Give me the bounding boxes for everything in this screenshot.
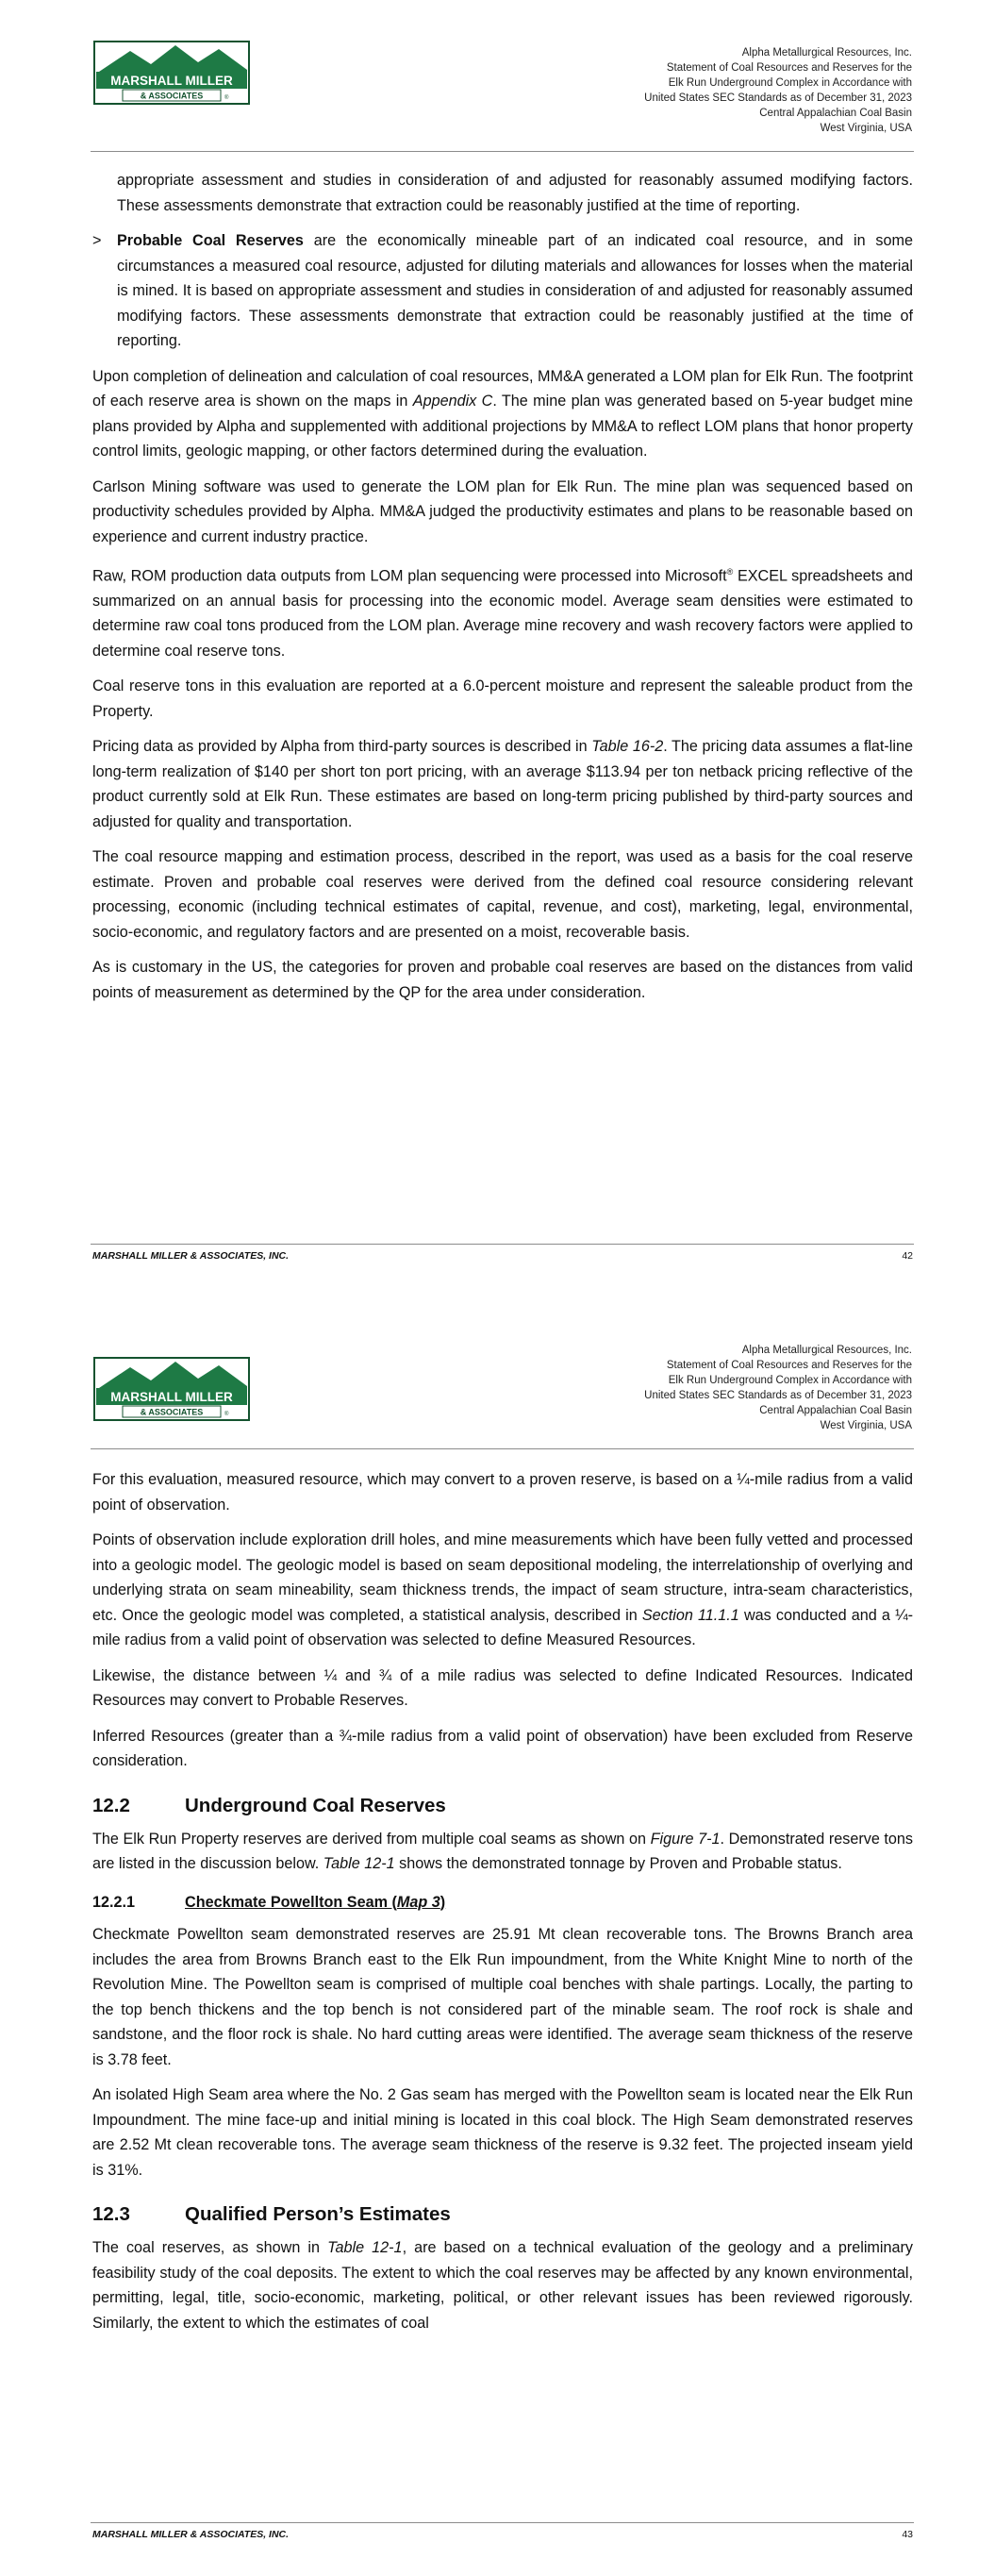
section-number: 12.2.1 bbox=[92, 1893, 136, 1911]
header-line: Elk Run Underground Complex in Accordance with bbox=[668, 77, 912, 89]
text: . Demonstrated reserve tons are listed in the discussion below. bbox=[92, 1830, 914, 1872]
svg-text:& ASSOCIATES: & ASSOCIATES bbox=[140, 1407, 204, 1417]
registered-mark: ® bbox=[726, 567, 734, 577]
text: ) bbox=[439, 1893, 446, 1911]
document-footer bbox=[92, 2529, 913, 2540]
ref-figure-7-1: Figure 7-1 bbox=[650, 1830, 721, 1848]
text: Pricing data as provided by Alpha from third-party sources is described in bbox=[92, 738, 592, 756]
header-line: United States SEC Standards as of December 31, 2023 bbox=[644, 1390, 912, 1401]
document-header bbox=[516, 45, 912, 136]
paragraph-points-of-observation bbox=[92, 1528, 913, 1653]
paragraph-customary: As is customary in the US, the categories for proven and probable coal reserves are based on the distances from valid points of measurement as determined by the QP for the area under consideration. bbox=[92, 959, 913, 1001]
paragraph-rom-data bbox=[92, 560, 913, 663]
heading-12-2-1 bbox=[92, 1890, 913, 1915]
text: Checkmate Powellton Seam ( bbox=[185, 1893, 397, 1911]
paragraph-proven-cont: appropriate assessment and studies in consideration of and adjusted for reasonably assumed modifying factors. These assessments demonstrate that extraction could be reasonably justified at the time of reporting. bbox=[117, 172, 913, 214]
header-rule bbox=[91, 1448, 914, 1449]
document-page-43 bbox=[0, 1326, 995, 2576]
header-line: Elk Run Underground Complex in Accordance with bbox=[668, 1375, 912, 1386]
header-line: Central Appalachian Coal Basin bbox=[759, 1405, 912, 1416]
ref-table-12-1: Table 12-1 bbox=[323, 1855, 395, 1872]
section-number: 12.3 bbox=[92, 2203, 130, 2225]
svg-text:& ASSOCIATES: & ASSOCIATES bbox=[140, 91, 204, 101]
section-title: Underground Coal Reserves bbox=[185, 1794, 446, 1816]
footer-rule bbox=[91, 1244, 914, 1245]
heading-12-2 bbox=[92, 1793, 913, 1819]
ref-section-11-1-1: Section 11.1.1 bbox=[641, 1606, 739, 1624]
text: . The pricing data assumes a flat-line long-term realization of $140 per short ton port pricing, with an average $113.94 per ton netback pricing reflective of the product currently sold at Elk Run. These estimates are based on long-term pricing published by third-party sources and adjusted for quality and transportation. bbox=[92, 738, 914, 830]
paragraph-lom-plan bbox=[92, 364, 913, 464]
header-line: Alpha Metallurgical Resources, Inc. bbox=[741, 1345, 912, 1356]
bullet-marker: > bbox=[92, 232, 102, 249]
text: shows the demonstrated tonnage by Proven and Probable status. bbox=[394, 1855, 842, 1872]
text: , are based on a technical evaluation of the geology and a preliminary feasibility study of the coal deposits. The extent to which the coal reserves may be affected by any known environmental, permitting, legal, title, socio-economic, marketing, political, or other relevant issues has been reviewed rigorously. Similarly, the extent to which the estimates of coal bbox=[92, 2239, 913, 2332]
page-42-body bbox=[92, 168, 913, 1015]
paragraph-qp-estimates bbox=[92, 2235, 913, 2335]
bullet-text: are the economically mineable part of an indicated coal resource, and in some circumstances a measured coal resource, adjusted for diluting materials and allowances for losses when the material is mined. It is based on appropriate assessment and studies in consideration of and adjusted for reasonably assumed modifying factors. These assessments demonstrate that extraction could be reasonably justified at the time of reporting. bbox=[117, 232, 914, 349]
paragraph-inferred-resources: Inferred Resources (greater than a ¾-mile radius from a valid point of observation) have been excluded from Reserve consideration. bbox=[92, 1727, 913, 1769]
svg-text:MARSHALL MILLER: MARSHALL MILLER bbox=[110, 74, 233, 88]
header-line: West Virginia, USA bbox=[820, 123, 912, 134]
ref-appendix-c: Appendix C bbox=[412, 393, 493, 410]
ref-table-16-2: Table 16-2 bbox=[591, 738, 664, 756]
text: Points of observation include exploration drill holes, and mine measurements which have been fully vetted and processed into a geologic model. The geologic model is based on seam depositional modeling, the interrelationship of overlying and underlying strata on seam mineability, seam thickness trends, the impact of seam structure, intra-seam characteristics, etc. Once the geologic model was completed, a statistical analysis, described in bbox=[92, 1531, 913, 1624]
paragraph-elk-run-reserves bbox=[92, 1827, 913, 1877]
section-title: Qualified Person’s Estimates bbox=[185, 2203, 451, 2225]
paragraph-checkmate-powellton: Checkmate Powellton seam demonstrated reserves are 25.91 Mt clean recoverable tons. The Browns Branch area includes the area from Browns Branch east to the Elk Run impoundment, from the White Knight Mine to north of the Revolution Mine. The Powellton seam is comprised of multiple coal benches with shale partings. Locally, the parting to the top bench thickens and the top bench is not considered part of the minable seam. The roof rock is shale and sandstone, and the floor rock is shale. No hard cutting areas were identified. The average seam thickness of the reserve is 3.78 feet. bbox=[92, 1926, 913, 2068]
text: Upon completion of delineation and calculation of coal resources, MM&A generated a LOM plan for Elk Run. The footprint of each reserve area is shown on the maps in bbox=[92, 367, 913, 410]
footer-rule bbox=[91, 2522, 914, 2523]
svg-text:®: ® bbox=[224, 95, 229, 101]
paragraph-measured-resource: For this evaluation, measured resource, which may convert to a proven reserve, is based on a ¼-mile radius from a valid point of observation. bbox=[92, 1471, 913, 1514]
text: The coal reserves, as shown in bbox=[92, 2239, 328, 2256]
text: Raw, ROM production data outputs from LOM plan sequencing were processed into Microsoft bbox=[92, 567, 727, 585]
section-number: 12.2 bbox=[92, 1794, 130, 1816]
header-line: Statement of Coal Resources and Reserves for the bbox=[666, 62, 912, 74]
text: was conducted and a ¼-mile radius from a valid point of observation was selected to define Measured Resources. bbox=[92, 1606, 913, 1648]
header-line: Alpha Metallurgical Resources, Inc. bbox=[741, 47, 912, 59]
footer-company: MARSHALL MILLER & ASSOCIATES, INC. bbox=[92, 1250, 290, 1262]
text: . The mine plan was generated based on 5-year budget mine plans provided by Alpha and supplemented with additional projections by MM&A to reflect LOM plans that honor property control limits, geologic mapping, or other factors determined during the evaluation. bbox=[92, 393, 914, 460]
bullet-probable-reserves bbox=[92, 228, 913, 354]
header-rule bbox=[91, 151, 914, 152]
paragraph-carlson-software: Carlson Mining software was used to generate the LOM plan for Elk Run. The mine plan was sequenced based on productivity schedules provided by Alpha. MM&A judged the productivity estimates and plans to be reasonable based on experience and current industry practice. bbox=[92, 477, 913, 545]
term-probable-coal-reserves: Probable Coal Reserves bbox=[117, 232, 304, 249]
paragraph-high-seam: An isolated High Seam area where the No. 2 Gas seam has merged with the Powellton seam is located near the Elk Run Impoundment. The mine face-up and initial mining is located in this coal block. The High Seam demonstrated reserves are 2.52 Mt clean recoverable tons. The average seam thickness of the reserve is 9.32 feet. The projected inseam yield is 31%. bbox=[92, 2086, 913, 2179]
paragraph-resource-mapping: The coal resource mapping and estimation process, described in the report, was used as a basis for the coal reserve estimate. Proven and probable coal reserves were derived from the defined coal resource considering relevant processing, economic (including technical estimates of capital, revenue, and cost), marketing, legal, environmental, socio-economic, and regulatory factors and are presented on a moist, recoverable basis. bbox=[92, 848, 913, 941]
header-line: Statement of Coal Resources and Reserves for the bbox=[666, 1360, 912, 1371]
paragraph-moisture: Coal reserve tons in this evaluation are reported at a 6.0-percent moisture and represent the saleable product from the Property. bbox=[92, 677, 913, 720]
text: The Elk Run Property reserves are derived from multiple coal seams as shown on bbox=[92, 1830, 651, 1848]
header-line: West Virginia, USA bbox=[820, 1420, 912, 1431]
ref-map-3: Map 3 bbox=[396, 1893, 440, 1911]
svg-text:MARSHALL MILLER: MARSHALL MILLER bbox=[110, 1390, 233, 1404]
paragraph-pricing bbox=[92, 734, 913, 834]
marshall-miller-logo bbox=[92, 1352, 253, 1428]
marshall-miller-logo bbox=[92, 36, 253, 111]
section-title bbox=[185, 1894, 445, 1911]
svg-text:®: ® bbox=[224, 1412, 229, 1417]
page-number: 42 bbox=[902, 1250, 913, 1262]
heading-12-3 bbox=[92, 2201, 913, 2228]
footer-company: MARSHALL MILLER & ASSOCIATES, INC. bbox=[92, 2529, 290, 2540]
header-line: United States SEC Standards as of December 31, 2023 bbox=[644, 92, 912, 104]
page-43-body bbox=[92, 1467, 913, 2346]
paragraph-indicated-resources: Likewise, the distance between ¼ and ¾ of a mile radius was selected to define Indicated Resources. Indicated Resources may convert to Probable Reserves. bbox=[92, 1666, 913, 1709]
page-number: 43 bbox=[902, 2529, 913, 2540]
text: EXCEL spreadsheets and summarized on an annual basis for processing into the economic model. Average seam densities were estimated to determine raw coal tons produced from the LOM plan. Average mine recovery and wash recovery factors were applied to determine coal reserve tons. bbox=[92, 567, 914, 660]
document-header bbox=[516, 1343, 912, 1433]
ref-table-12-1: Table 12-1 bbox=[327, 2239, 403, 2256]
header-line: Central Appalachian Coal Basin bbox=[759, 108, 912, 119]
document-footer bbox=[92, 1250, 913, 1262]
